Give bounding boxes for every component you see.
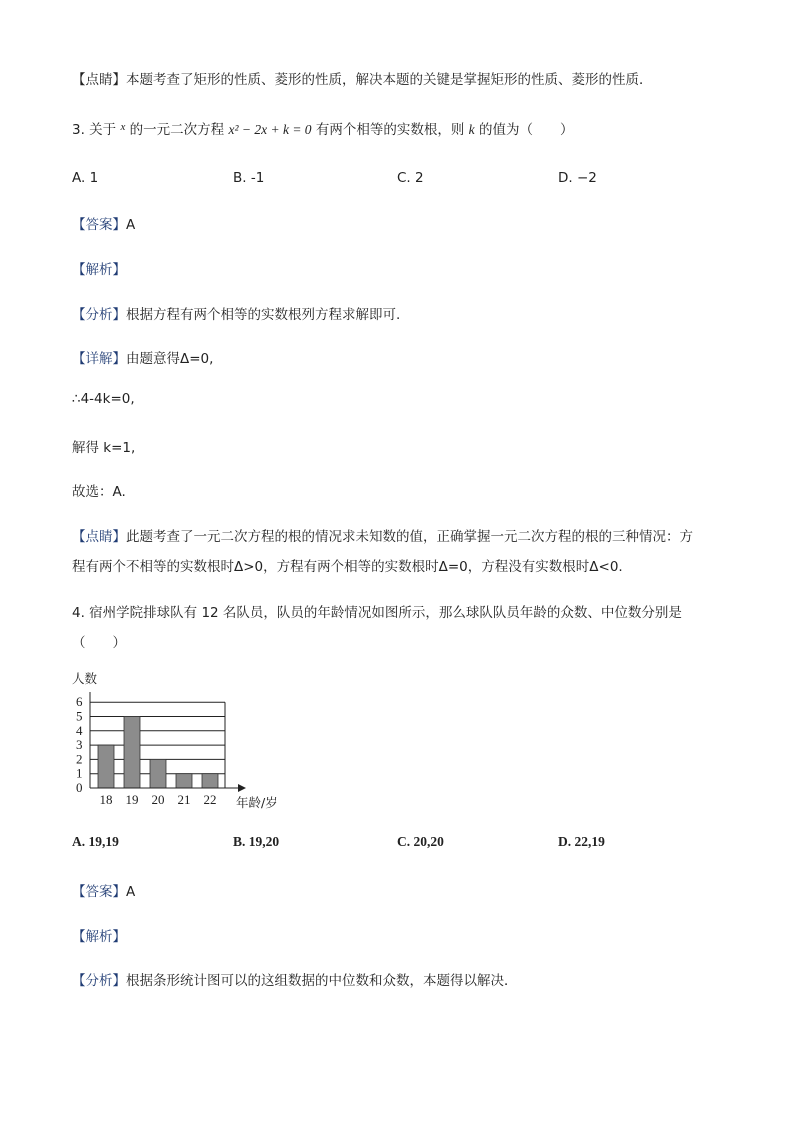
y-tick-label: 5 — [76, 708, 83, 724]
q3-variable-k: k — [468, 122, 475, 137]
analysis-tag: 【分析】 — [72, 973, 126, 989]
note-line-1 — [72, 68, 653, 88]
y-tick-label: 6 — [76, 694, 83, 710]
age-bar-chart — [68, 668, 308, 813]
q3-equation: x² − 2x + k = 0 — [228, 122, 312, 137]
note-text: 【点睛】本题考查了矩形的性质、菱形的性质，解决本题的关键是掌握矩形的性质、菱形的性质． — [72, 72, 653, 88]
analysis-3 — [72, 303, 400, 323]
x-tick-labels — [100, 792, 217, 807]
q3-prefix: 3. 关于 — [72, 122, 117, 138]
q4-option-d: D. 22,19 — [558, 834, 605, 849]
step-2: 解得 k=1, — [72, 440, 136, 456]
bar-21 — [176, 774, 192, 788]
analysis-text: 根据条形统计图可以的这组数据的中位数和众数，本题得以解决． — [126, 973, 518, 989]
y-tick-label: 3 — [76, 737, 83, 753]
q3-ending: 的值为（ ） — [478, 122, 574, 138]
y-tick-label: 0 — [76, 780, 83, 795]
answer-3 — [72, 213, 135, 233]
analysis-heading-3: 【解析】 — [72, 262, 126, 278]
bar-22 — [202, 774, 218, 788]
detail-3 — [72, 347, 213, 367]
analysis-heading-4: 【解析】 — [72, 929, 126, 945]
detail-text: 由题意得Δ=0, — [126, 351, 214, 367]
x-tick-label: 18 — [99, 792, 113, 807]
x-tick-label: 20 — [151, 792, 165, 807]
q3-text-2: 有两个相等的实数根，则 — [315, 122, 465, 138]
analysis-text: 根据方程有两个相等的实数根列方程求解即可. — [126, 307, 401, 323]
question-3 — [72, 118, 573, 138]
chart-bars — [98, 717, 218, 789]
answer-4 — [72, 880, 135, 900]
q4-option-a: A. 19,19 — [72, 834, 119, 849]
answer-value: A — [126, 884, 136, 900]
bar-18 — [98, 745, 114, 788]
analysis-4 — [72, 969, 518, 989]
x-tick-label: 22 — [203, 792, 217, 807]
x-axis-label: 年龄/岁 — [236, 795, 278, 810]
note-text-a: 此题考查了一元二次方程的根的情况求未知数的值，正确掌握一元二次方程的根的三种情况：方 — [126, 529, 693, 545]
x-tick-label: 21 — [177, 792, 191, 807]
y-axis-label: 人数 — [72, 671, 98, 686]
q3-option-d: D. −2 — [558, 170, 597, 186]
question-4-line-1: 4. 宿州学院排球队有 12 名队员，队员的年龄情况如图所示，那么球队队员年龄的众数、中位数分别是 — [72, 605, 682, 621]
answer-tag: 【答案】 — [72, 884, 126, 900]
analysis-tag: 【分析】 — [72, 307, 126, 323]
q3-text: 的一元二次方程 — [129, 122, 225, 138]
q3-option-a: A. 1 — [72, 170, 99, 186]
note-3-line-1 — [72, 525, 693, 545]
answer-tag: 【答案】 — [72, 217, 126, 233]
answer-value: A — [126, 217, 136, 233]
bar-19 — [124, 717, 140, 789]
bar-20 — [150, 759, 166, 788]
q4-option-b: B. 19,20 — [233, 834, 280, 849]
q3-variable-x: x — [120, 121, 126, 133]
x-axis-arrow-icon — [238, 784, 246, 792]
y-tick-label: 2 — [76, 751, 83, 767]
q4-option-c: C. 20,20 — [397, 834, 444, 849]
note-3-line-2: 程有两个不相等的实数根时Δ>0，方程有两个相等的实数根时Δ=0，方程没有实数根时Δ<0. — [72, 559, 623, 575]
q3-option-b: B. -1 — [233, 170, 265, 186]
y-tick-label: 4 — [76, 722, 83, 738]
q3-option-c: C. 2 — [397, 170, 424, 186]
detail-tag: 【详解】 — [72, 351, 126, 367]
y-tick-labels — [76, 694, 83, 795]
step-1: ∴4-4k=0, — [72, 391, 135, 407]
note-tag: 【点睛】 — [72, 529, 126, 545]
x-tick-label: 19 — [125, 792, 139, 807]
step-3: 故选：A. — [72, 484, 126, 500]
y-tick-label: 1 — [76, 765, 83, 781]
question-4-line-2: （ ） — [72, 635, 126, 651]
